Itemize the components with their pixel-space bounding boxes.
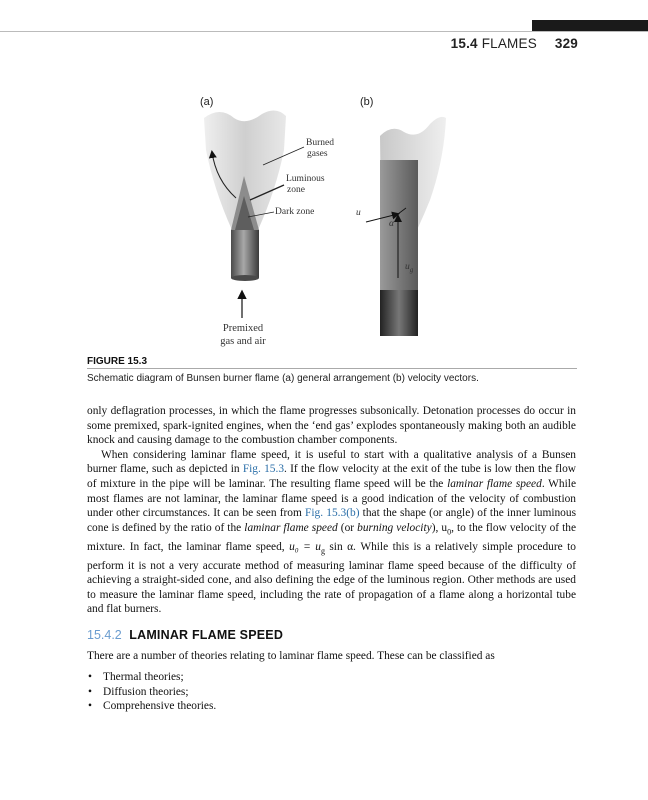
list-item: • Comprehensive theories. — [87, 699, 216, 714]
intro-text: There are a number of theories relating to laminar flame speed. These can be classified as — [87, 650, 495, 662]
u-label: u — [356, 208, 361, 218]
fig-15-3-link[interactable]: Fig. 15.3 — [242, 463, 285, 476]
panel-b-label: (b) — [360, 96, 374, 108]
subsection-title: LAMINAR FLAME SPEED — [129, 628, 284, 642]
alpha-label: α — [389, 219, 394, 229]
ug-label: $u_g$ — [405, 262, 414, 274]
figure-number: FIGURE 15.3 — [87, 356, 148, 367]
fig-15-3b-link[interactable]: Fig. 15.3(b) — [305, 507, 360, 520]
burned-gases-label: Burned gases — [306, 138, 334, 159]
panel-a-label: (a) — [200, 96, 214, 108]
page-number: 329 — [554, 36, 578, 51]
figure-caption: Schematic diagram of Bunsen burner flame (a) general arrangement (b) velocity vectors. — [87, 373, 479, 384]
list-item: • Thermal theories; — [87, 670, 216, 685]
luminous-zone-label: Luminous zone — [286, 174, 325, 195]
subsection-number: 15.4.2 — [87, 628, 122, 642]
section-title: FLAMES — [481, 36, 537, 51]
theory-list — [87, 670, 216, 714]
burner-tube-a — [231, 230, 259, 278]
figure-rule — [87, 368, 577, 369]
body-text — [87, 404, 576, 617]
premixed-label: Premixed gas and air — [220, 323, 266, 347]
subsection-heading — [87, 628, 283, 642]
section-number: 15.4 — [450, 36, 478, 51]
dark-zone-label: Dark zone — [275, 207, 315, 217]
paragraph-2: When considering laminar flame speed, it is useful to start with a qualitative analysis of a Bunsen burner flame, such as depicted in Fig. 15.3. If the flow velocity at the exit of the tube is low then the flow of mixture in the pipe will be laminar. The resulting flame speed will be the laminar flame speed. While most flames are not laminar, the laminar flame speed is a good indication of the velocity of combustion under other circumstances. It can be seen from Fig. 15.3(b) that the shape (or angle) of the inner luminous cone is defined by the ratio of the laminar flame speed (or burning velocity), $u_0$, to the flow velocity of the mixture. In fact, the laminar flame speed, $u_0 = u_g$ sin α. While this is a relatively simple procedure to perform it is not a very accurate method of measuring laminar flame speed because of the difficulty of achieving a straight-sided cone, and also defining the edge of the luminous region. Other methods are used to measure the laminar flame speed, including the rate of propagation of a flame along a horizontal tube and flat burners. — [87, 448, 577, 616]
paragraph-1: only deflagration processes, in which the flame progresses subsonically. Detonation processes do occur in some premixed, spark-ignited engines, when the ‘end gas’ explodes spontaneously making both an audible knock and causing damage to the combustion chamber components. — [87, 405, 576, 447]
list-item: • Diffusion theories; — [87, 685, 216, 700]
